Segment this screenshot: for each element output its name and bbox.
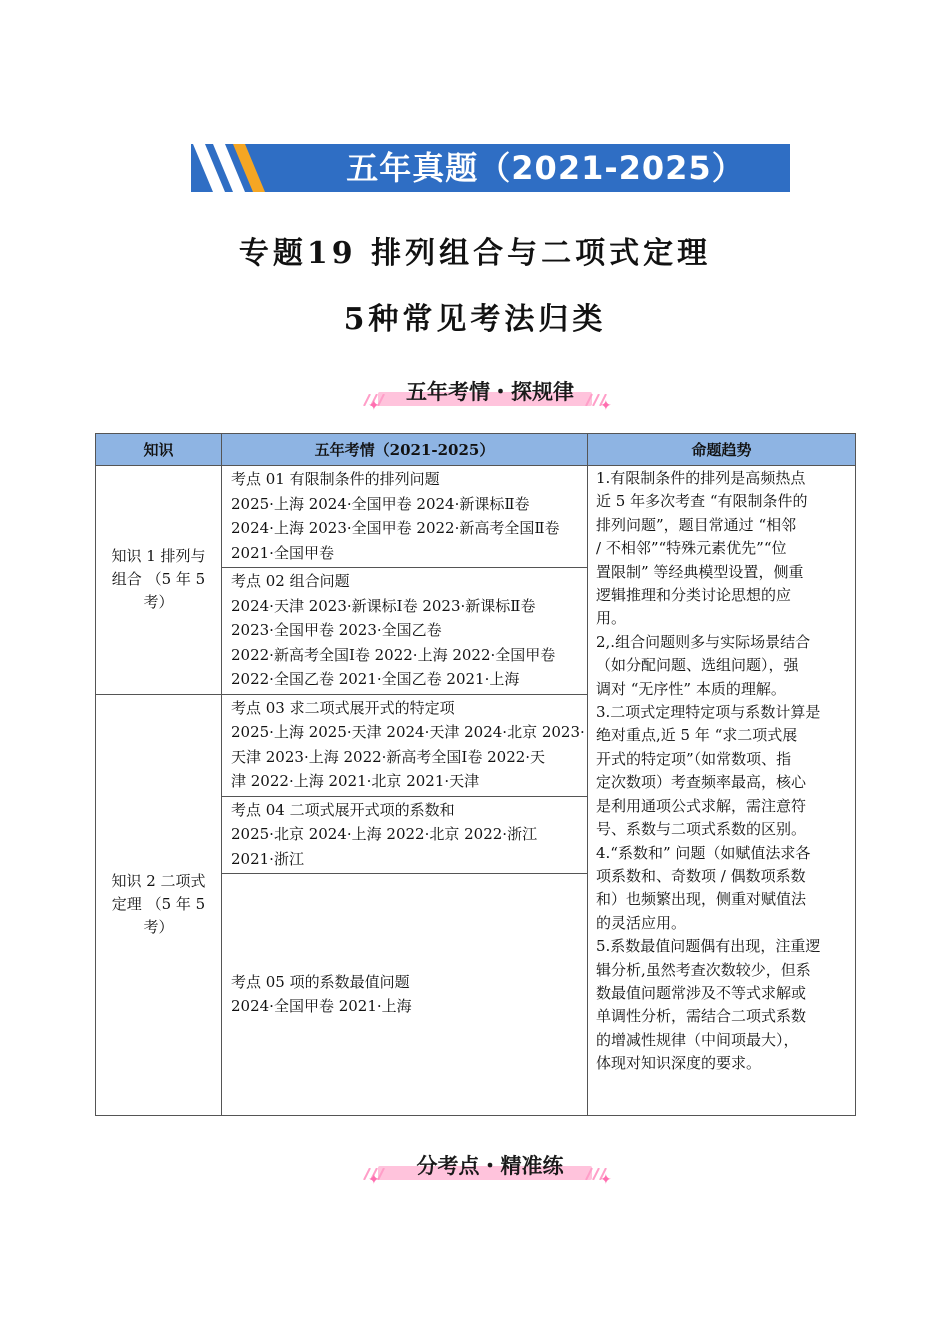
- table-header-row: [96, 434, 856, 466]
- knowledge-cell: 知识 2 二项式 定理 （5 年 5 考）: [96, 694, 222, 1116]
- section-heading-analysis: [360, 372, 620, 416]
- section-heading-practice: [360, 1146, 620, 1190]
- banner-title: 五年真题（2021-2025）: [346, 149, 745, 187]
- stripe-decoration-icon: [191, 144, 311, 192]
- exam-point-cell: 考点 04 二项式展开式项的系数和 2025·北京 2024·上海 2022·北京 2022·浙江 2021·浙江: [222, 796, 588, 874]
- sparkle-icon: ✦: [600, 398, 612, 414]
- topic-subtitle: 5种常见考法归类: [343, 302, 607, 337]
- sparkle-icon: ✦: [600, 1172, 612, 1188]
- trend-cell: 1.有限制条件的排列是高频热点 近 5 年多次考查 “有限制条件的 排列问题”，题目常通过 “相邻 / 不相邻”“特殊元素优先”“位 置限制” 等经典模型设置，侧重 逻辑推理和分类讨论思想的应 用。 2,.组合问题则多与实际场景结合 （如分配问题、选组问题），强 调对 “无序性” 本质的理解。 3.二项式定理特定项与系数计算是 绝对重点,近 5 年 “求二项式展 开式的特定项”（如常数项、指 定次数项）考查频率最高，核心 是利用通项公式求解，需注意符 号、系数与二项式系数的区别。 4.“系数和” 问题（如赋值法求各 项系数和、奇数项 / 偶数项系数 和）也频繁出现，侧重对赋值法 的灵活应用。 5.系数最值问题偶有出现，注重逻 辑分析,虽然考查次数较少，但系 数最值问题常涉及不等式求解或 单调性分析，需结合二项式系数 的增减性规律（中间项最大）， 体现对知识深度的要求。: [588, 466, 856, 1116]
- exam-analysis-table: [95, 433, 856, 1116]
- section-title: 五年考情・探规律: [406, 380, 574, 404]
- exam-point-cell: 考点 05 项的系数最值问题 2024·全国甲卷 2021·上海: [222, 874, 588, 1116]
- header-knowledge: 知识: [96, 434, 222, 466]
- section-title: 分考点・精准练: [416, 1154, 564, 1178]
- sparkle-icon: ✦: [368, 1172, 380, 1188]
- header-five-year: 五年考情（2021-2025）: [222, 434, 588, 466]
- header-banner: [191, 144, 790, 192]
- topic-title: 专题19 排列组合与二项式定理: [238, 236, 712, 271]
- exam-point-cell: 考点 02 组合问题 2024·天津 2023·新课标Ⅰ卷 2023·新课标Ⅱ卷 2023·全国甲卷 2023·全国乙卷 2022·新高考全国Ⅰ卷 2022·上海 2022·全国甲卷 2022·全国乙卷 2021·全国乙卷 2021·上海: [222, 568, 588, 695]
- knowledge-cell: 知识 1 排列与 组合 （5 年 5 考）: [96, 466, 222, 695]
- sparkle-icon: ✦: [368, 398, 380, 414]
- exam-point-cell: 考点 01 有限制条件的排列问题 2025·上海 2024·全国甲卷 2024·新课标Ⅱ卷 2024·上海 2023·全国甲卷 2022·新高考全国Ⅱ卷 2021·全国甲卷: [222, 466, 588, 568]
- header-trend: 命题趋势: [588, 434, 856, 466]
- table-row: [96, 466, 856, 568]
- exam-point-cell: 考点 03 求二项式展开式的特定项 2025·上海 2025·天津 2024·天津 2024·北京 2023· 天津 2023·上海 2022·新高考全国Ⅰ卷 2022·天 津 2022·上海 2021·北京 2021·天津: [222, 694, 588, 796]
